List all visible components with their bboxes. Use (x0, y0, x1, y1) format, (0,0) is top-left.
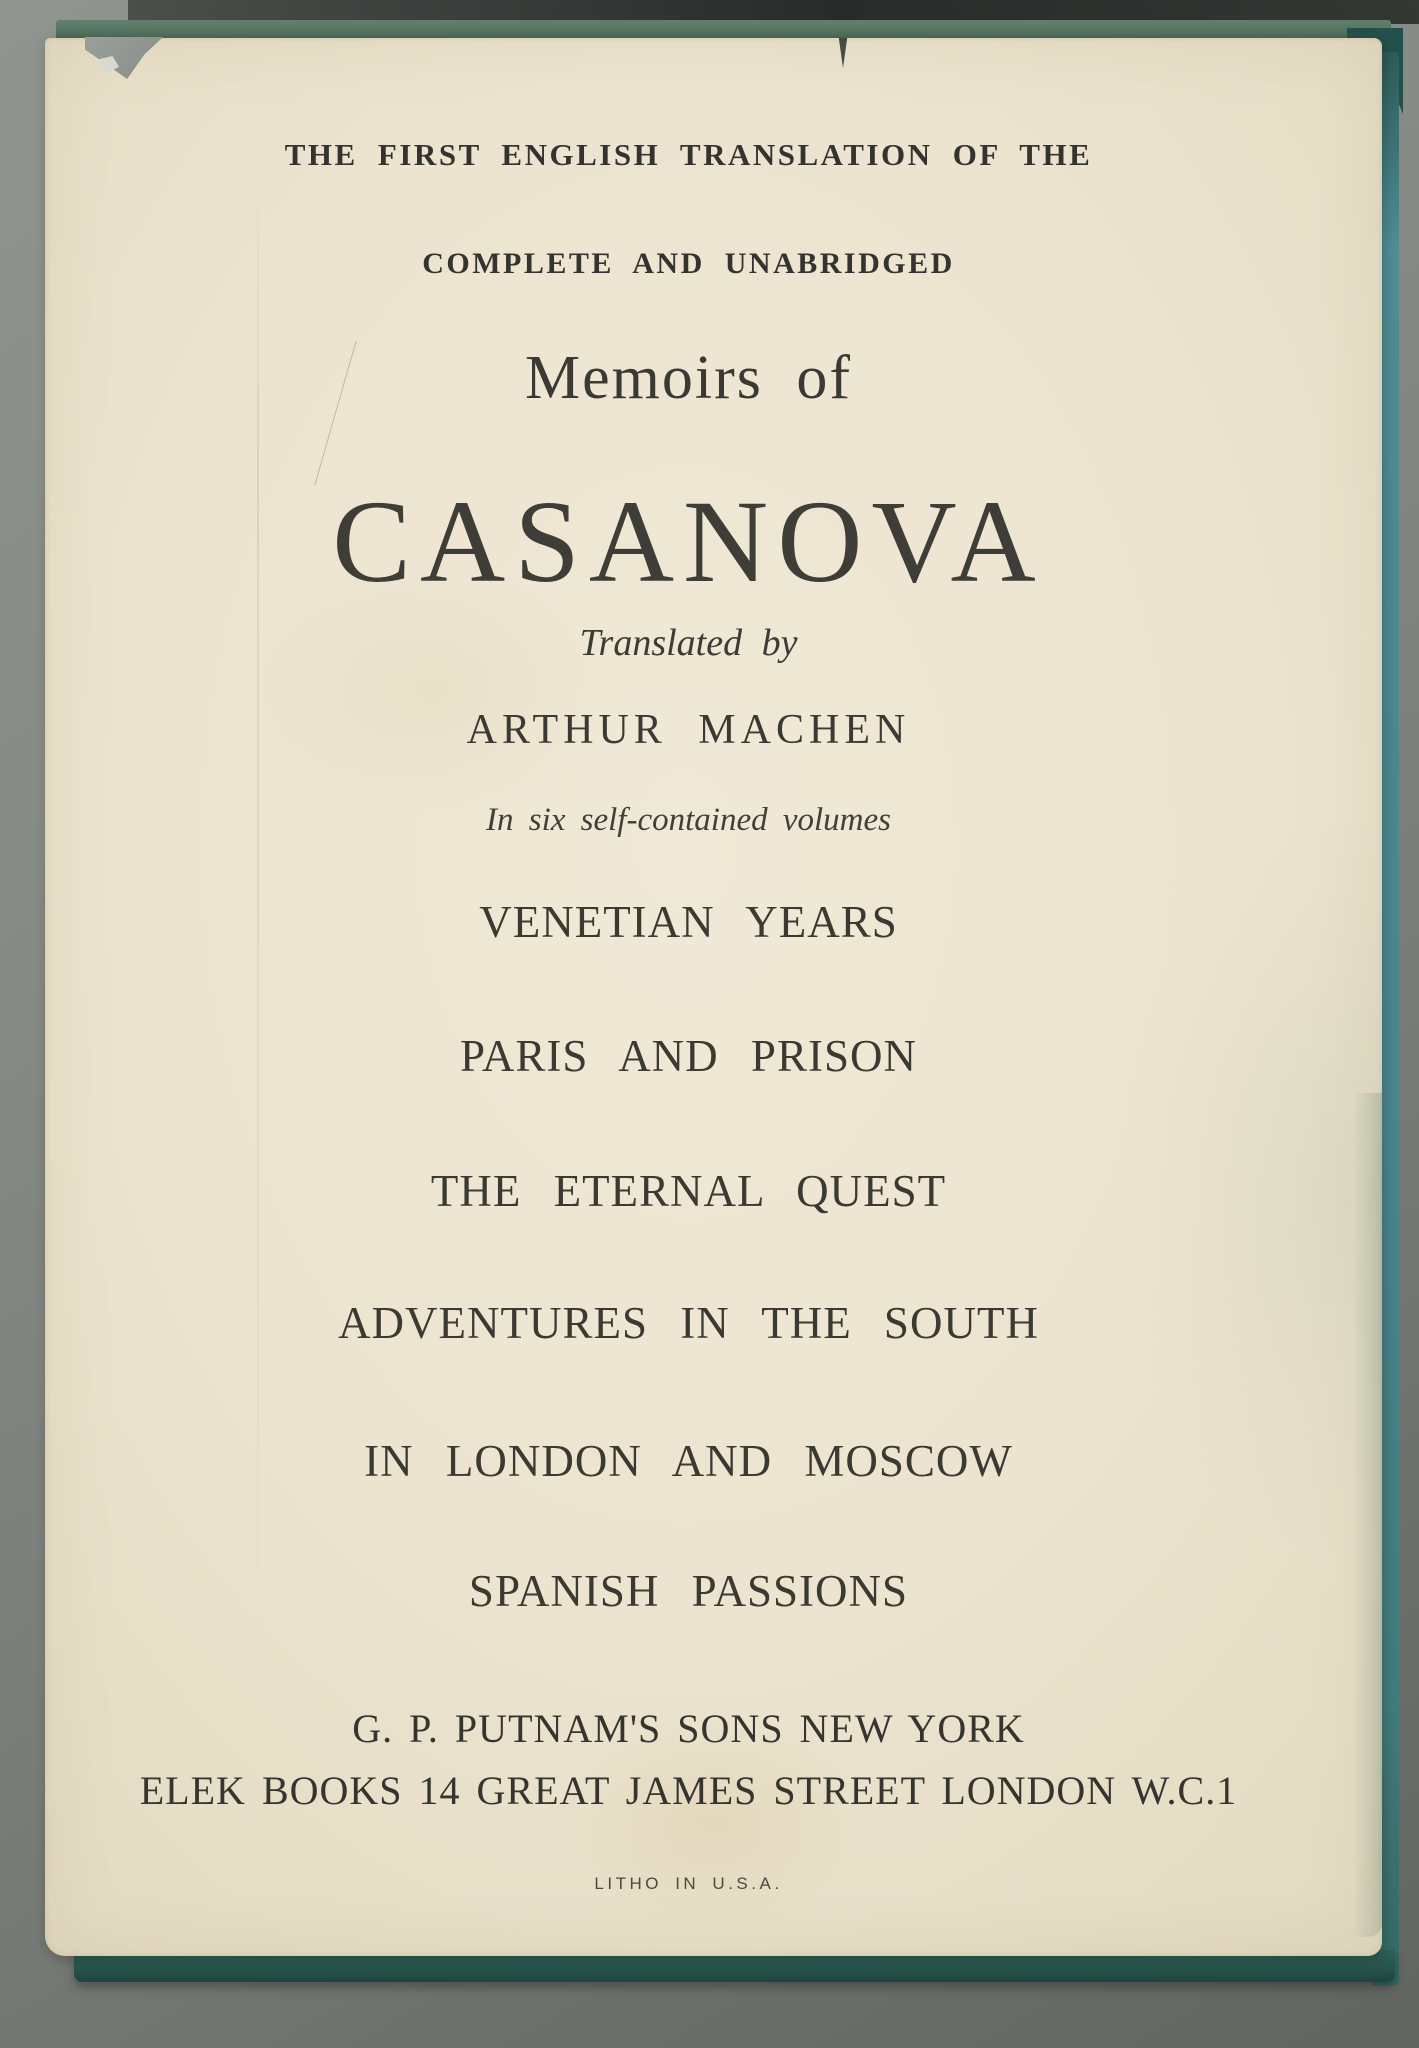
jacket-edge-smudge (1352, 1093, 1382, 1937)
jacket-text (45, 38, 1332, 1956)
volume-title-6: SPANISH PASSIONS (468, 1566, 909, 1616)
litho-note: LITHO IN U.S.A. (594, 1874, 783, 1893)
book-title: CASANOVA (332, 476, 1045, 607)
volume-title-2: PARIS AND PRISON (460, 1031, 917, 1081)
volumes-note: In six self-contained volumes (486, 802, 891, 838)
volume-title-3: THE ETERNAL QUEST (430, 1166, 947, 1216)
publisher-line-1: G. P. PUTNAM'S SONS NEW YORK (352, 1706, 1025, 1751)
volume-title-4: ADVENTURES IN THE SOUTH (338, 1298, 1039, 1348)
publisher-line-2: ELEK BOOKS 14 GREAT JAMES STREET LONDON W.C.1 (139, 1768, 1238, 1813)
header-line-1: THE FIRST ENGLISH TRANSLATION OF THE (284, 137, 1093, 172)
translator-name: ARTHUR MACHEN (466, 707, 911, 753)
translated-by-label: Translated by (579, 622, 798, 664)
volume-title-1: VENETIAN YEARS (479, 897, 898, 947)
dust-jacket (45, 38, 1382, 1956)
title-prefix: Memoirs of (524, 344, 853, 412)
header-line-2: COMPLETE AND UNABRIDGED (422, 247, 955, 280)
volume-title-5: IN LONDON AND MOSCOW (364, 1436, 1013, 1486)
